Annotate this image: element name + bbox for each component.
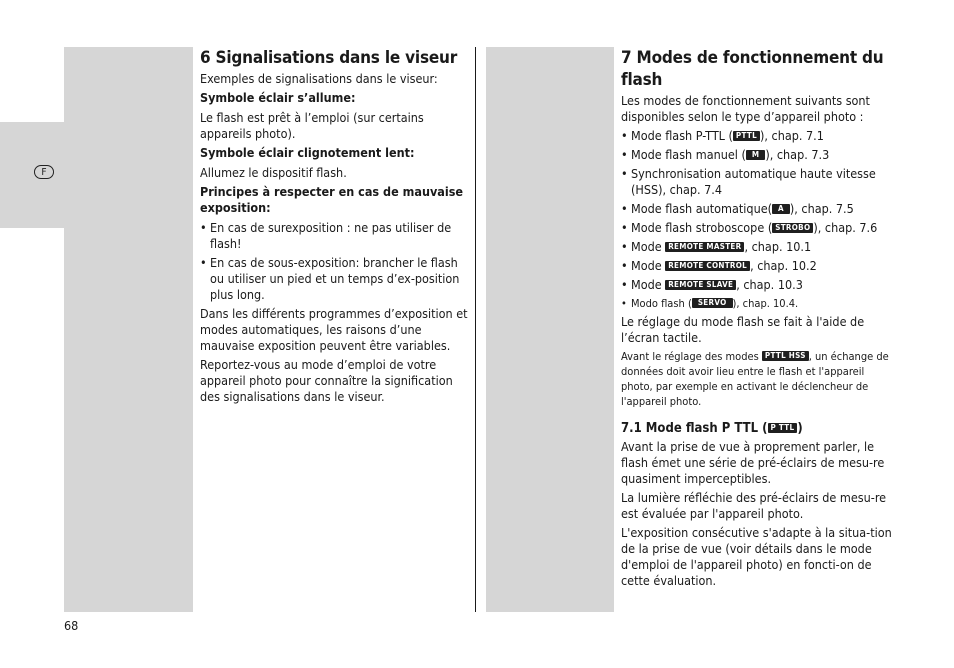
list-item: • Mode REMOTE SLAVE , chap. 10.3 (621, 277, 893, 293)
left-column (200, 47, 468, 408)
exposure-principles-heading: Principes à respecter en cas de mauvaise exposition: (200, 184, 464, 215)
symbol-blink-text: Allumez le dispositif flash. (200, 165, 347, 180)
reflected-light-paragraph: La lumière réfléchie des pré-éclairs de mesu-re est évaluée par l'appareil photo. (621, 490, 887, 521)
list-item: • Mode flash stroboscope ( STROBO ), chap. 7.6 (621, 220, 893, 236)
column-divider (475, 47, 476, 612)
remote-slave-badge: REMOTE SLAVE (665, 280, 736, 290)
list-item: • Synchronisation automatique haute vitesse (HSS), chap. 7.4 (621, 166, 893, 198)
right-margin-band (486, 47, 614, 612)
remote-master-badge: REMOTE MASTER (665, 242, 744, 252)
auto-badge: A (772, 204, 790, 214)
strobo-badge: STROBO (772, 223, 813, 233)
pttl-hss-paragraph: Avant le réglage des modes PTTL HSS , un échange de données doit avoir lieu entre le flash et l'appareil photo, par exemple en activant le déclencheur de l'appareil photo. (621, 350, 889, 408)
servo-badge: SERVO (692, 298, 733, 308)
intro-text: Exemples de signalisations dans le viseur: (200, 71, 438, 86)
section-6-title: 6 Signalisations dans le viseur (200, 48, 458, 68)
list-item: • En cas de surexposition : ne pas utiliser de flash! (200, 220, 468, 252)
p-ttl-badge: P TTL (768, 423, 798, 433)
symbol-blink-heading: Symbole éclair clignotement lent: (200, 145, 415, 160)
list-item: • Mode REMOTE CONTROL , chap. 10.2 (621, 258, 893, 274)
exposure-bullets (200, 220, 468, 303)
preflash-paragraph: Avant la prise de vue à proprement parler, le flash émet une série de pré-éclairs de mesu-re quasiment imperceptibles. (621, 439, 885, 486)
modes-list (621, 128, 893, 311)
list-item: • Modo flash ( SERVO ), chap. 10.4. (621, 296, 893, 311)
language-badge: F (34, 165, 54, 179)
symbol-on-text: Le flash est prêt à l’emploi (sur certains appareils photo). (200, 110, 424, 141)
list-item: • Mode flash manuel ( M ), chap. 7.3 (621, 147, 893, 163)
touch-screen-paragraph: Le réglage du mode flash se fait à l'aide de l’écran tactile. (621, 314, 865, 345)
list-item: • En cas de sous-exposition: brancher le flash ou utiliser un pied et un temps d’ex-position plus long. (200, 255, 468, 303)
symbol-on-heading: Symbole éclair s’allume: (200, 90, 356, 105)
manual-badge: M (746, 150, 765, 160)
remote-control-badge: REMOTE CONTROL (665, 261, 750, 271)
list-item: • Mode flash automatique( A ), chap. 7.5 (621, 201, 893, 217)
section-7-title: 7 Modes de fonctionnement du flash (621, 48, 884, 90)
right-column (621, 47, 893, 592)
pttl-badge: PTTL (733, 131, 760, 141)
pttl-hss-badge: PTTL HSS (762, 351, 809, 361)
list-item: • Mode flash P-TTL ( PTTL ), chap. 7.1 (621, 128, 893, 144)
modes-intro: Les modes de fonctionnement suivants sont disponibles selon le type d’appareil photo : (621, 93, 870, 124)
exposure-adapt-paragraph: L'exposition consécutive s'adapte à la situa-tion de la prise de vue (voir détails dans le mode d'emploi de l'appareil photo) en foncti-on de cette évaluation. (621, 525, 892, 588)
manual-reference-paragraph: Reportez-vous au mode d’emploi de votre appareil photo pour connaître la signification des signalisations dans le viseur. (200, 357, 453, 404)
programs-paragraph: Dans les différents programmes d’exposition et modes automatiques, les raisons d’une mauvaise exposition peuvent être variables. (200, 306, 468, 353)
side-tab (0, 122, 64, 228)
left-margin-band (64, 47, 193, 612)
list-item: • Mode REMOTE MASTER , chap. 10.1 (621, 239, 893, 255)
page-number: 68 (64, 618, 79, 633)
subsection-7-1-title: 7.1 Mode flash P TTL ( P TTL ) (621, 421, 803, 436)
